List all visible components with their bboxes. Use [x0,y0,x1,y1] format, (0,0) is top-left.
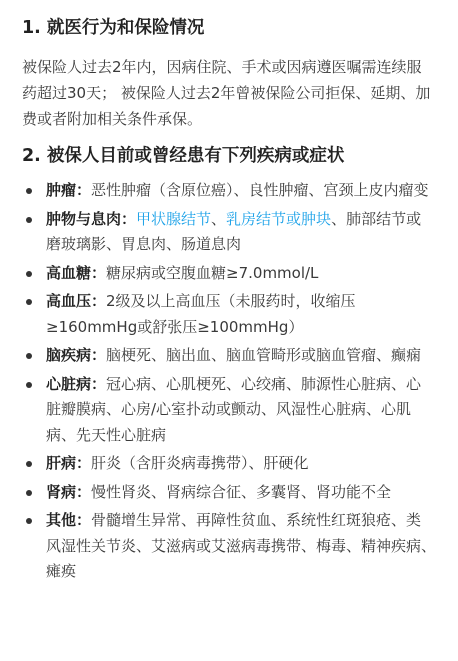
list-item-tumor [22,178,436,204]
item-name: 心脏病： [46,374,107,393]
list-item-kidney-disease [22,480,436,506]
list-item-hyperglycemia [22,261,436,287]
disease-list [22,178,436,585]
section-1-paragraph: 被保险人过去2年内，因病住院、手术或因病遵医嘱需连续服药超过30天； 被保险人过去2年曾被保险公司拒保、延期、加费或者附加相关条件承保。 [22,58,431,128]
bullet-icon [26,271,32,277]
item-text: 肝炎（含肝炎病毒携带）、肝硬化 [91,454,309,472]
list-item-heart-disease [22,372,436,449]
item-name: 肿瘤： [46,181,92,199]
item-text: 冠心病、心肌梗死、心绞痛、肺源性心脏病、心脏瓣膜病、心房/心室扑动或颤动、风湿性心脏病、心肌病、先天性心脏病 [46,374,422,444]
item-name: 其他： [46,511,92,529]
link-breast-nodule[interactable]: 乳房结节或肿块 [226,209,332,228]
link-thyroid-nodule[interactable]: 甲状腺结节 [136,209,212,228]
bullet-icon [26,217,32,223]
item-text: 糖尿病或空腹血糖≥7.0mmol/L [106,263,319,282]
list-item-other [22,508,436,585]
item-text: 慢性肾炎、肾病综合征、多囊肾、肾功能不全 [91,482,392,501]
list-item-lump-polyp [22,207,436,258]
item-name: 高血压： [46,292,107,310]
item-text: 脑梗死、脑出血、脑血管畸形或脑血管瘤、癫痫 [106,346,422,364]
item-text: 骨髓增生异常、再障性贫血、系统性红斑狼疮、类风湿性关节炎、艾滋病或艾滋病毒携带、梅毒、精神疾病、瘫痪 [46,511,437,580]
bullet-icon [26,353,32,359]
item-name: 脑疾病： [46,346,107,364]
item-name: 高血糖： [46,263,107,282]
bullet-icon [26,461,32,467]
item-name: 肿物与息肉： [46,209,137,228]
list-item-hypertension [22,289,436,340]
item-name: 肾病： [46,482,92,501]
bullet-icon [26,382,32,388]
item-text: 2级及以上高血压（未服药时，收缩压≥160mmHg或舒张压≥100mmHg） [46,292,356,336]
bullet-icon [26,188,32,194]
list-item-brain-disease [22,343,436,369]
item-name: 肝病： [46,454,92,472]
section-2-title: 2. 被保人目前或曾经患有下列疾病或症状 [22,146,345,166]
list-item-liver-disease [22,451,436,477]
item-separator: 、 [211,209,227,228]
section-1-title: 1. 就医行为和保险情况 [22,18,205,38]
bullet-icon [26,490,32,496]
item-text: 恶性肿瘤（含原位癌）、良性肿瘤、宫颈上皮内瘤变 [91,181,429,199]
item-text: 、肺部结节或磨玻璃影、胃息肉、肠道息肉 [46,209,422,253]
bullet-icon [26,518,32,524]
bullet-icon [26,299,32,305]
